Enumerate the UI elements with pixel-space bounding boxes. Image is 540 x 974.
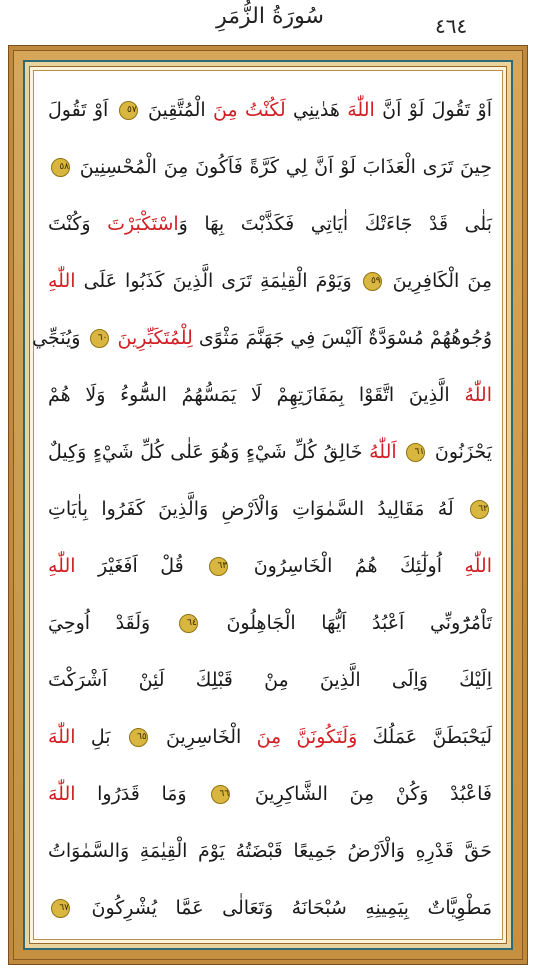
ayah-number-marker: ٥٧: [119, 101, 138, 120]
verse-text: مِنَ الْكَافِرِينَ: [384, 270, 492, 292]
verse-line: [48, 594, 492, 652]
verse-text: فَاعْبُدْ وَكُنْ مِنَ الشَّاكِرِينَ: [233, 783, 492, 805]
verse-text: الَّذِينَ اتَّقَوْا بِمَفَازَتِهِمْ لَا يَمَسُّهُمُ السُّٓوءُ وَلَا هُمْ: [48, 384, 465, 406]
verse-text: لَيَحْبَطَنَّ عَمَلُكَ: [357, 726, 492, 748]
verse-text: وَكُنْتَ: [48, 213, 108, 235]
verse-text: حِينَ تَرَى الْعَذَابَ لَوْ اَنَّ لِي كَرَّةً فَاَكُونَ مِنَ الْمُحْسِنِينَ: [73, 156, 492, 178]
highlighted-word: لَكُنْتُ مِنَ: [213, 99, 286, 121]
verse-line: [48, 765, 492, 823]
verse-text: اِلَيْكَ وَاِلَى الَّذِينَ مِنْ قَبْلِكَ لَئِنْ اَشْرَكْتَ: [48, 669, 492, 691]
ayah-number-marker: ٦٠: [90, 329, 109, 348]
highlighted-word: اَللّٰهُ: [369, 441, 397, 463]
highlighted-word: اللّٰهِ: [48, 555, 76, 577]
verse-text: اُولٰٓئِكَ هُمُ الْخَاسِرُونَ: [231, 555, 465, 577]
verse-text: وَيَوْمَ الْقِيٰمَةِ تَرَى الَّذِينَ كَذَبُوا عَلَى: [75, 270, 360, 292]
surah-title: سُورَةُ الزُّمَرِ: [216, 4, 324, 29]
highlighted-word: اللّٰهُ: [464, 384, 492, 406]
verse-line: [48, 252, 492, 310]
ayah-number-marker: ٦٦: [211, 785, 230, 804]
verse-line: [48, 366, 492, 424]
verse-text: الْخَاسِرِينَ: [150, 726, 257, 748]
verse-text: وُجُوهُهُمْ مُسْوَدَّةٌ اَلَيْسَ فِي جَهَنَّمَ مَثْوًى: [192, 327, 492, 349]
verse-line: [48, 651, 492, 709]
highlighted-word: اللّٰهِ: [48, 270, 76, 292]
ayah-number-marker: ٦٣: [209, 557, 228, 576]
verse-line: [48, 537, 492, 595]
verse-text: لَهُ مَقَالِيدُ السَّمٰوَاتِ وَالْاَرْضِ وَالَّذِينَ كَفَرُوا بِاٰيَاتِ: [48, 498, 467, 520]
verse-text: حَقَّ قَدْرِهِ وَالْاَرْضُ جَمِيعًا قَبْضَتُهُ يَوْمَ الْقِيٰمَةِ وَالسَّمٰوَاتُ: [48, 840, 492, 862]
verse-text: اَوْ تَقُولَ لَوْ اَنَّ: [374, 99, 492, 121]
verse-text: يَحْزَنُونَ: [428, 441, 492, 463]
highlighted-word: اللّٰهَ: [48, 726, 76, 748]
verse-text: قُلْ اَفَغَيْرَ: [75, 555, 207, 577]
verse-line: [48, 879, 492, 937]
verse-text: وَمَا قَدَرُوا: [75, 783, 209, 805]
highlighted-word: لِلْمُتَكَبِّرِينَ: [117, 327, 193, 349]
ayah-number-marker: ٦٥: [129, 728, 148, 747]
verse-text: مَطْوِيَّاتٌ بِيَمِينِهِ سُبْحَانَهُ وَتَعَالٰى عَمَّا يُشْرِكُونَ: [73, 897, 492, 919]
ayah-number-marker: ٥٩: [363, 272, 382, 291]
verse-text: اَوْ تَقُولَ: [48, 99, 116, 121]
highlighted-word: اسْتَكْبَرْتَ: [107, 213, 179, 235]
ayah-number-marker: ٦١: [406, 443, 425, 462]
verse-line: [48, 708, 492, 766]
verse-line: [48, 423, 492, 481]
verse-text: الْمُتَّقِينَ: [140, 99, 213, 121]
highlighted-word: وَلَتَكُونَنَّ مِنَ: [256, 726, 358, 748]
verse-text: [397, 441, 404, 463]
verse-line: [48, 480, 492, 538]
verse-line: [48, 822, 492, 880]
verse-line: [32, 309, 492, 367]
verse-text: تَاْمُرُٓونِّي اَعْبُدُ اَيُّهَا الْجَاهِلُونَ: [200, 612, 492, 634]
verse-text-area: [32, 99, 492, 940]
page-header: [0, 0, 540, 44]
verse-text: بَلِ: [75, 726, 126, 748]
highlighted-word: اللّٰهِ: [464, 555, 492, 577]
page-number: ٤٦٤: [435, 14, 468, 38]
verse-text: وَيُنَجِّي: [32, 327, 87, 349]
ayah-number-marker: ٦٧: [51, 899, 70, 918]
verse-text: وَلَقَدْ اُوحِيَ: [48, 612, 176, 634]
verse-text: خَالِقُ كُلِّ شَيْءٍ وَهُوَ عَلٰى كُلِّ شَيْءٍ وَكِيلٌ: [48, 441, 370, 463]
verse-line: [48, 138, 492, 196]
highlighted-word: اللّٰهَ: [48, 783, 76, 805]
ayah-number-marker: ٥٨: [51, 158, 70, 177]
verse-text: هَدٰينِي: [285, 99, 348, 121]
ayah-number-marker: ٦٤: [179, 614, 198, 633]
ayah-number-marker: ٦٢: [470, 500, 489, 519]
highlighted-word: اللّٰهَ: [347, 99, 375, 121]
verse-text: بَلٰى قَدْ جَٓاءَتْكَ اٰيَاتِي فَكَذَّبْتَ بِهَا وَ: [178, 213, 492, 235]
verse-line: [48, 195, 492, 253]
verse-line: [48, 81, 492, 139]
